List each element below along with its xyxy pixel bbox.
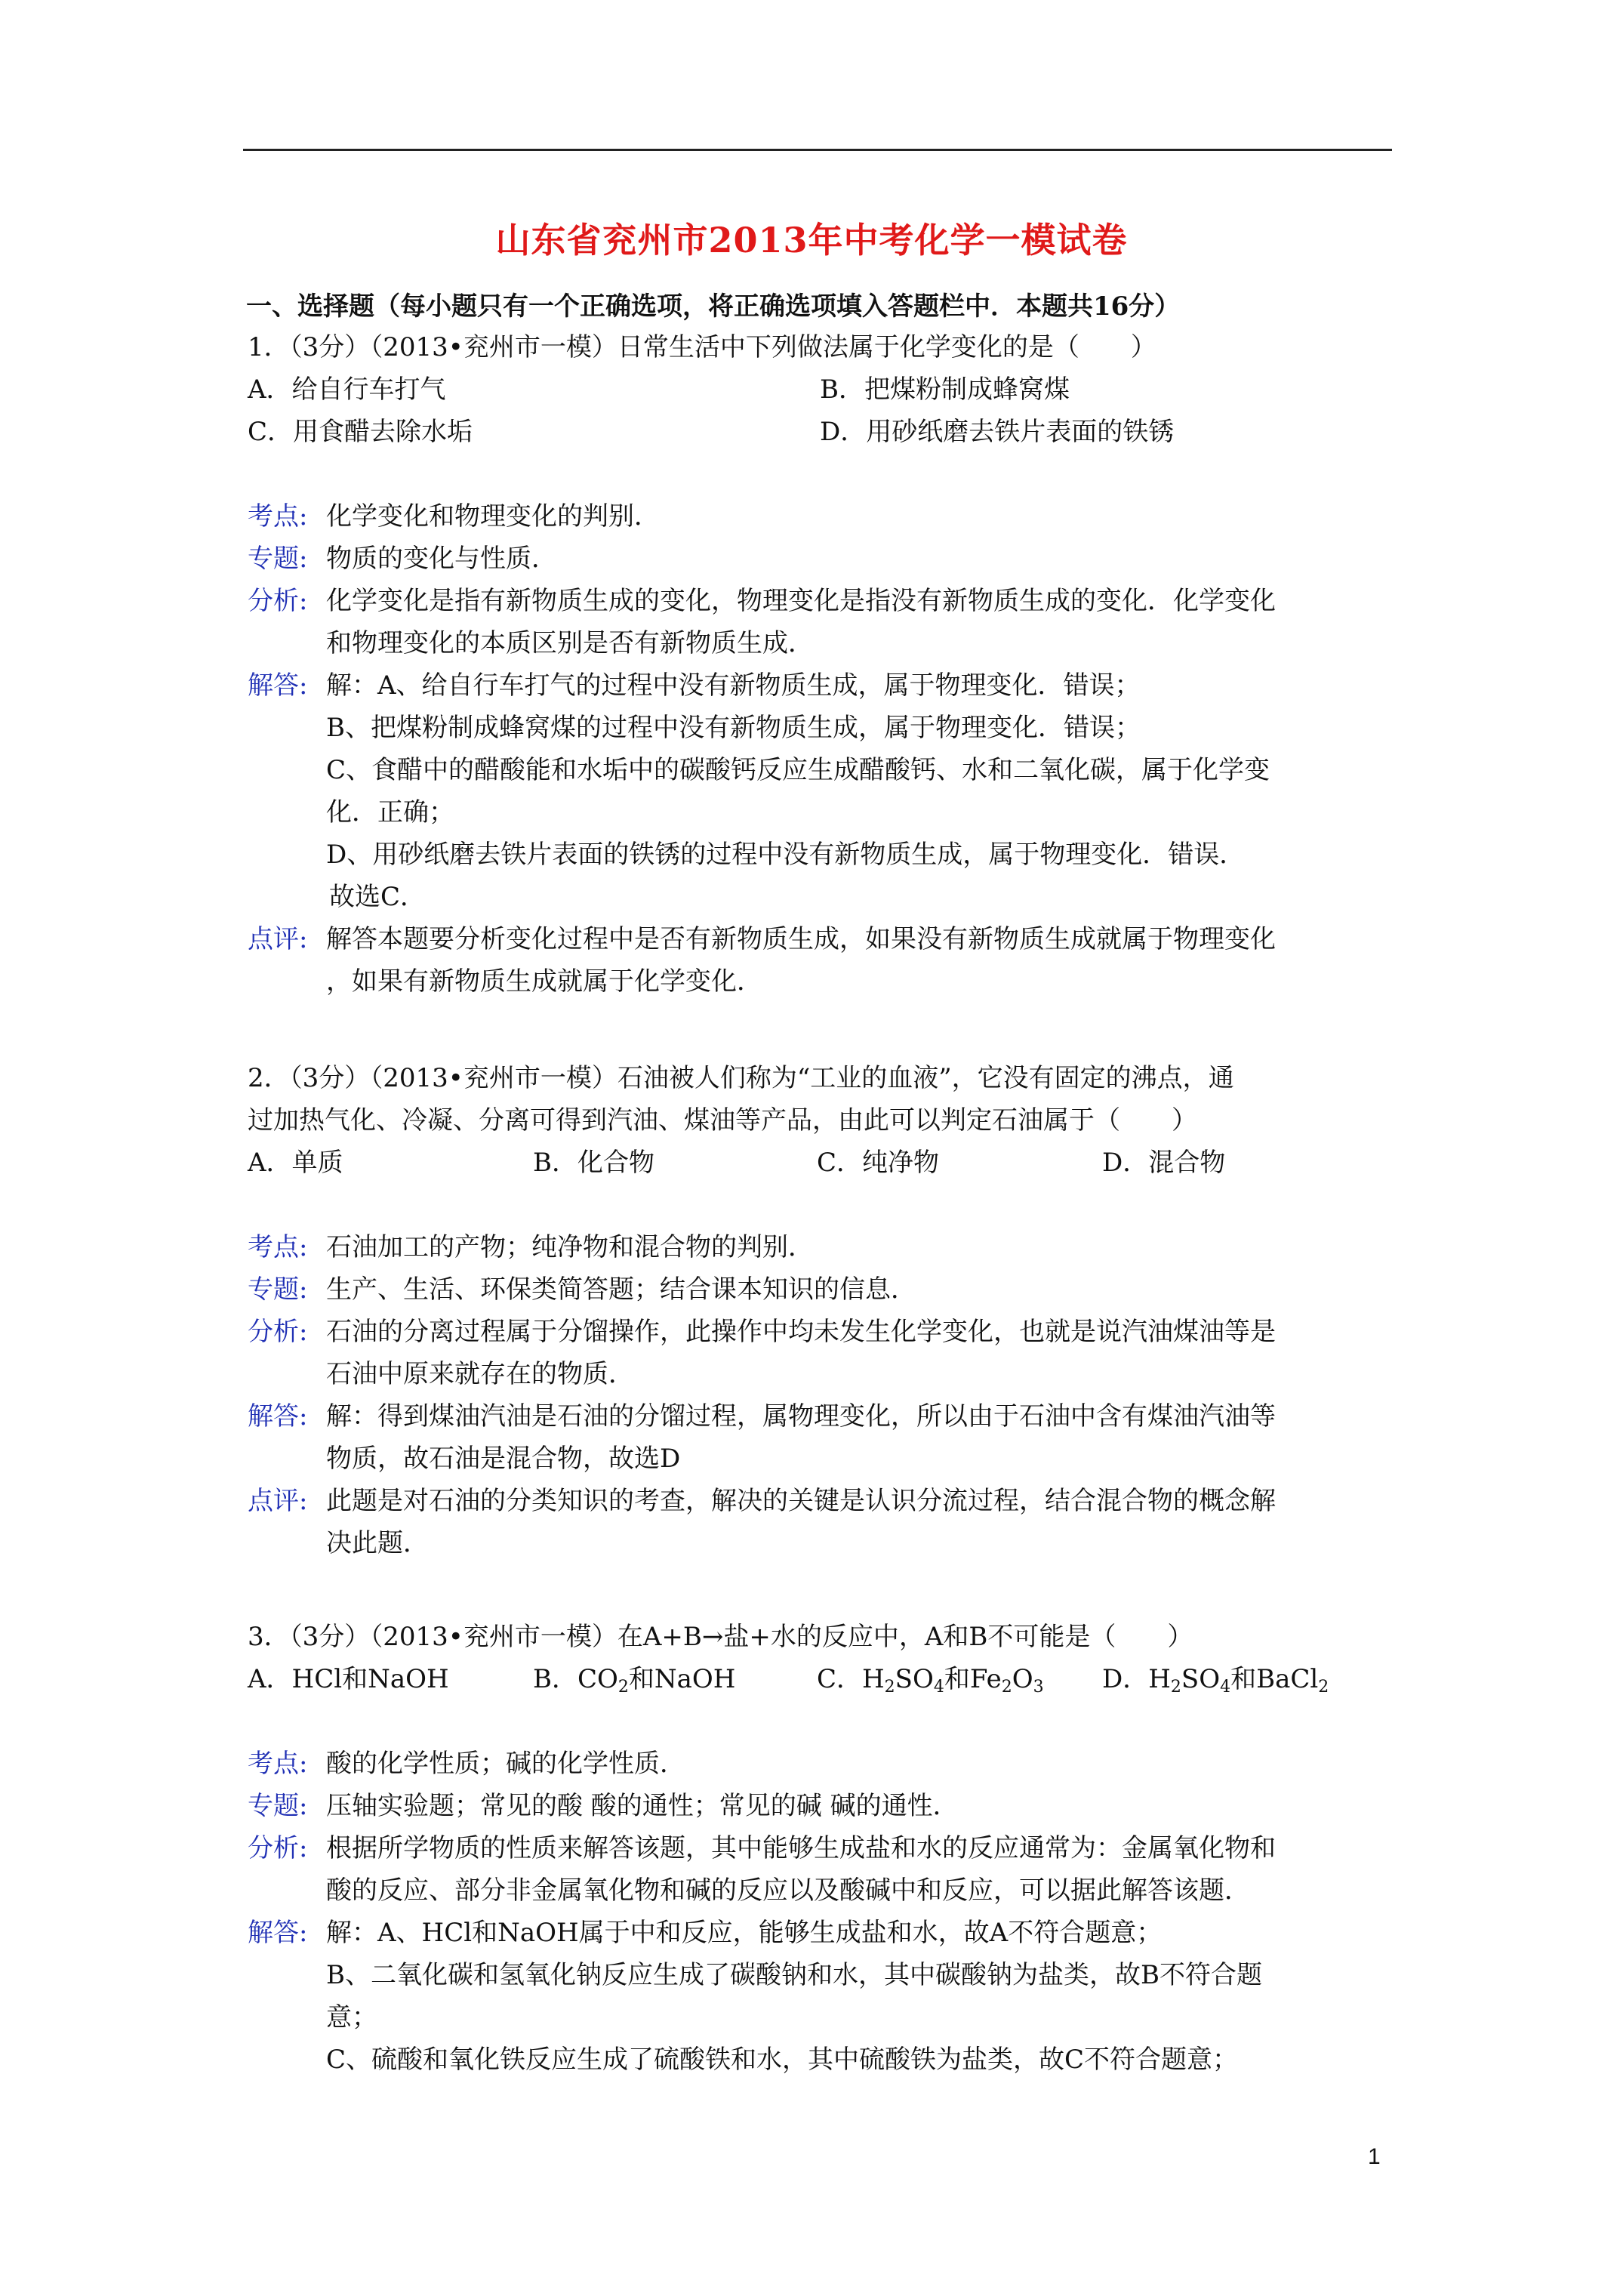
- analysis-jieda: [248, 1395, 1395, 1480]
- label-zhuanti: 专题:: [248, 1791, 308, 1821]
- zhuanti-text: 压轴实验题；常见的酸 酸的通性；常见的碱 碱的通性．: [326, 1791, 959, 1821]
- jieda-line: B、把煤粉制成蜂窝煤的过程中没有新物质生成，属于物理变化．错误；: [326, 713, 1141, 743]
- subscript: 4: [1220, 1678, 1231, 1697]
- dianping-line: 解答本题要分析变化过程中是否有新物质生成，如果没有新物质生成就属于物理变化: [326, 924, 1276, 954]
- analysis-fenxi: [248, 1311, 1395, 1395]
- kaodian-text: 化学变化和物理变化的判别．: [326, 501, 660, 532]
- label-kaodian: 考点:: [248, 1749, 308, 1779]
- header-rule: [243, 149, 1392, 151]
- option-b-text: B．CO: [533, 1664, 618, 1694]
- analysis-kaodian: [248, 495, 1395, 538]
- jieda-line: 化．正确；: [326, 797, 454, 827]
- jieda-line: C、食醋中的醋酸能和水垢中的碳酸钙反应生成醋酸钙、水和二氧化碳，属于化学变: [326, 755, 1270, 785]
- option-b: B．把煤粉制成蜂窝煤: [820, 374, 1070, 405]
- label-dianping: 点评:: [248, 924, 308, 954]
- subscript: 2: [617, 1678, 629, 1697]
- option-a: A．单质: [248, 1148, 343, 1178]
- option-b-text: 和NaOH: [628, 1664, 736, 1694]
- label-zhuanti: 专题:: [248, 544, 308, 574]
- analysis-dianping: [248, 918, 1395, 1003]
- label-kaodian: 考点:: [248, 501, 308, 532]
- option-c-text: 和Fe: [944, 1664, 1002, 1694]
- analysis-kaodian: [248, 1743, 1395, 1785]
- fenxi-line: 石油中原来就存在的物质．: [326, 1359, 634, 1389]
- option-c-text: C．H: [817, 1664, 885, 1694]
- question-stem: 过加热气化、冷凝、分离可得到汽油、煤油等产品，由此可以判定石油属于（ ）: [248, 1105, 1197, 1136]
- option-d: [1102, 1658, 1329, 1700]
- question-2: [248, 1057, 1395, 1564]
- option-a: A．给自行车打气: [248, 374, 446, 405]
- analysis-zhuanti: [248, 538, 1395, 580]
- subscript: 2: [1318, 1678, 1329, 1697]
- option-b: [533, 1658, 735, 1700]
- label-jieda: 解答:: [248, 1401, 308, 1432]
- label-fenxi: 分析:: [248, 586, 308, 616]
- section-heading: 一、选择题（每小题只有一个正确选项，将正确选项填入答题栏中．本题共16分）: [246, 291, 1181, 322]
- jieda-line: C、硫酸和氧化铁反应生成了硫酸铁和水，其中硫酸铁为盐类，故C不符合题意；: [326, 2045, 1239, 2075]
- label-jieda: 解答:: [248, 1918, 308, 1948]
- option-d-text: 和BaCl: [1230, 1664, 1319, 1694]
- kaodian-text: 酸的化学性质；碱的化学性质．: [326, 1749, 685, 1779]
- page-title: 山东省兖州市2013年中考化学一模试卷: [495, 220, 1128, 260]
- subscript: 4: [933, 1678, 944, 1697]
- options-row: [248, 368, 1395, 411]
- dianping-line: ，如果有新物质生成就属于化学变化．: [326, 966, 762, 997]
- label-fenxi: 分析:: [248, 1833, 308, 1863]
- fenxi-line: 酸的反应、部分非金属氧化物和碱的反应以及酸碱中和反应，可以据此解答该题．: [326, 1875, 1250, 1906]
- zhuanti-text: 物质的变化与性质．: [326, 544, 557, 574]
- options-row: [248, 411, 1395, 453]
- analysis-fenxi: [248, 580, 1395, 664]
- analysis-kaodian: [248, 1226, 1395, 1268]
- option-c-text: O: [1012, 1664, 1033, 1694]
- label-kaodian: 考点:: [248, 1232, 308, 1262]
- options-row: [248, 1142, 1395, 1184]
- dianping-line: 决此题．: [326, 1528, 429, 1558]
- option-c: C．用食醋去除水垢: [248, 417, 473, 447]
- analysis-zhuanti: [248, 1268, 1395, 1311]
- option-d: D．混合物: [1102, 1148, 1226, 1178]
- option-b: B．化合物: [533, 1148, 654, 1178]
- option-c: [817, 1658, 1044, 1700]
- label-dianping: 点评:: [248, 1486, 308, 1516]
- label-fenxi: 分析:: [248, 1317, 308, 1347]
- subscript: 2: [884, 1678, 895, 1697]
- subscript: 2: [1170, 1678, 1181, 1697]
- question-stem: 3．（3分）（2013•兖州市一模）在A+B→盐+水的反应中，A和B不可能是（ ）: [248, 1622, 1193, 1652]
- analysis-jieda: [248, 664, 1395, 918]
- question-3: [248, 1616, 1395, 2081]
- question-stem: 2．（3分）（2013•兖州市一模）石油被人们称为“工业的血液”，它没有固定的沸点，通: [248, 1063, 1234, 1093]
- jieda-line: 解：A、HCl和NaOH属于中和反应，能够生成盐和水，故A不符合题意；: [326, 1918, 1163, 1948]
- label-zhuanti: 专题:: [248, 1274, 308, 1305]
- analysis-jieda: [248, 1912, 1395, 2081]
- fenxi-line: 石油的分离过程属于分馏操作，此操作中均未发生化学变化，也就是说汽油煤油等是: [326, 1317, 1276, 1347]
- jieda-line: D、用砂纸磨去铁片表面的铁锈的过程中没有新物质生成，属于物理变化．错误．: [326, 840, 1246, 870]
- jieda-line: 故选C．: [329, 882, 427, 912]
- analysis-fenxi: [248, 1827, 1395, 1912]
- fenxi-line: 根据所学物质的性质来解答该题，其中能够生成盐和水的反应通常为：金属氧化物和: [326, 1833, 1276, 1863]
- label-jieda: 解答:: [248, 670, 308, 701]
- option-d-text: D．H: [1102, 1664, 1171, 1694]
- options-row: [248, 1658, 1395, 1700]
- dianping-line: 此题是对石油的分类知识的考查，解决的关键是认识分流过程，结合混合物的概念解: [326, 1486, 1276, 1516]
- jieda-line: 物质，故石油是混合物，故选D: [326, 1444, 681, 1474]
- kaodian-text: 石油加工的产物；纯净物和混合物的判别．: [326, 1232, 814, 1262]
- option-d-text: SO: [1181, 1664, 1221, 1694]
- jieda-line: 意；: [326, 2002, 377, 2032]
- subscript: 3: [1033, 1678, 1044, 1697]
- fenxi-line: 化学变化是指有新物质生成的变化，物理变化是指没有新物质生成的变化．化学变化: [326, 586, 1276, 616]
- jieda-line: B、二氧化碳和氢氧化钠反应生成了碳酸钠和水，其中碳酸钠为盐类，故B不符合题: [326, 1960, 1262, 1990]
- question-stem: 1．（3分）（2013•兖州市一模）日常生活中下列做法属于化学变化的是（ ）: [248, 332, 1156, 362]
- option-c-text: SO: [895, 1664, 934, 1694]
- analysis-dianping: [248, 1480, 1395, 1564]
- question-1: [248, 326, 1395, 1003]
- zhuanti-text: 生产、生活、环保类简答题；结合课本知识的信息．: [326, 1274, 916, 1305]
- jieda-line: 解：得到煤油汽油是石油的分馏过程，属物理变化，所以由于石油中含有煤油汽油等: [326, 1401, 1276, 1432]
- option-c: C．纯净物: [817, 1148, 940, 1178]
- subscript: 2: [1001, 1678, 1012, 1697]
- analysis-zhuanti: [248, 1785, 1395, 1827]
- jieda-line: 解：A、给自行车打气的过程中没有新物质生成，属于物理变化．错误；: [326, 670, 1141, 701]
- option-d: D．用砂纸磨去铁片表面的铁锈: [820, 417, 1175, 447]
- fenxi-line: 和物理变化的本质区别是否有新物质生成．: [326, 628, 814, 658]
- page-number: 1: [1368, 2144, 1381, 2169]
- option-a: A．HCl和NaOH: [248, 1664, 449, 1694]
